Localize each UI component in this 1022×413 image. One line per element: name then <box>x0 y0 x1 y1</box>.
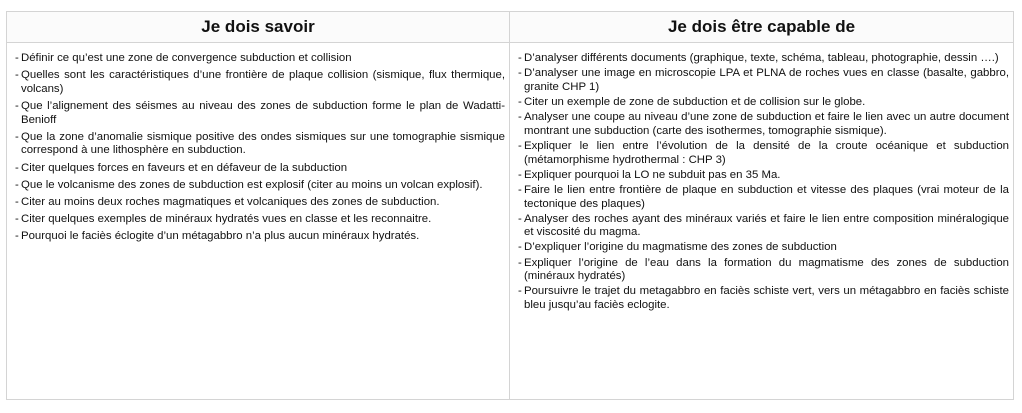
bullet-dash: - <box>15 213 19 226</box>
knowledge-item-text: Définir ce qu’est une zone de convergence subduction et collision <box>21 52 352 64</box>
skill-item-text: Citer un exemple de zone de subduction et de collision sur le globe. <box>524 95 866 108</box>
skill-item <box>518 213 1009 240</box>
skill-item-text: Poursuivre le trajet du metagabbro en faciès schiste vert, vers un métagabbro en faciès schiste bleu jusqu’au faciès eclogite. <box>524 285 1009 312</box>
knowledge-cell <box>7 43 510 399</box>
bullet-dash: - <box>518 183 522 196</box>
objectives-table <box>6 11 1014 400</box>
knowledge-item <box>15 100 505 127</box>
knowledge-item-text: Citer au moins deux roches magmatiques et volcaniques des zones de subduction. <box>21 195 440 208</box>
bullet-dash: - <box>15 178 19 191</box>
knowledge-list <box>15 52 505 244</box>
bullet-dash: - <box>15 161 19 174</box>
knowledge-item <box>15 52 505 66</box>
knowledge-item-text: Citer quelques forces en faveurs et en défaveur de la subduction <box>21 161 348 174</box>
skill-item-text: Analyser des roches ayant des minéraux variés et faire le lien entre composition minéralogique et viscosité du magma. <box>524 212 1009 239</box>
skill-item <box>518 169 1009 183</box>
column-header-je-dois-savoir: Je dois savoir <box>7 12 510 43</box>
skill-item <box>518 111 1009 138</box>
bullet-dash: - <box>518 256 522 269</box>
bullet-dash: - <box>518 139 522 152</box>
knowledge-item <box>15 196 505 210</box>
knowledge-item <box>15 179 505 193</box>
skill-item <box>518 67 1009 94</box>
bullet-dash: - <box>15 52 19 64</box>
knowledge-item-text: Que le volcanisme des zones de subduction est explosif (citer au moins un volcan explosif). <box>21 178 483 191</box>
skill-item-text: D’expliquer l’origine du magmatisme des zones de subduction <box>524 241 837 254</box>
knowledge-item <box>15 230 505 244</box>
knowledge-item-text: Quelles sont les caractéristiques d’une frontière de plaque collision (sismique, flux thermique, volcans) <box>21 69 505 95</box>
skill-item-text: Analyser une coupe au niveau d’une zone de subduction et faire le lien avec un autre document montrant une subduction (carte des isothermes, tomographie sismique). <box>524 111 1009 137</box>
skill-item <box>518 52 1009 66</box>
bullet-dash: - <box>518 95 522 108</box>
knowledge-item-text: Citer quelques exemples de minéraux hydratés vues en classe et les reconnaitre. <box>21 213 432 226</box>
skill-item-text: Expliquer l’origine de l’eau dans la formation du magmatisme des zones de subduction (minéraux hydratés) <box>524 256 1009 283</box>
skills-list <box>518 52 1009 313</box>
bullet-dash: - <box>518 52 522 64</box>
skill-item <box>518 285 1009 312</box>
skill-item <box>518 257 1009 284</box>
skill-item-text: D’analyser une image en microscopie LPA et PLNA de roches vues en classe (basalte, gabbro, granite CHP 1) <box>524 67 1009 93</box>
skill-item <box>518 140 1009 167</box>
knowledge-item <box>15 69 505 96</box>
bullet-dash: - <box>518 67 522 80</box>
knowledge-item-text: Que la zone d’anomalie sismique positive des ondes sismiques sur une tomographie sismique correspond à une lithosphère en subduction. <box>21 130 505 157</box>
bullet-dash: - <box>15 195 19 208</box>
column-header-je-dois-etre-capable-de: Je dois être capable de <box>510 12 1013 43</box>
knowledge-item-text: Que l’alignement des séismes au niveau des zones de subduction forme le plan de Wadatti-Benioff <box>21 99 505 126</box>
skill-item <box>518 184 1009 211</box>
bullet-dash: - <box>15 69 19 82</box>
knowledge-item <box>15 162 505 176</box>
skill-item <box>518 241 1009 255</box>
skill-item-text: Expliquer pourquoi la LO ne subduit pas en 35 Ma. <box>524 168 781 181</box>
bullet-dash: - <box>15 99 19 112</box>
knowledge-item-text: Pourquoi le faciès éclogite d’un métagabbro n’a plus aucun minéraux hydratés. <box>21 230 420 243</box>
bullet-dash: - <box>518 241 522 254</box>
bullet-dash: - <box>518 111 522 124</box>
bullet-dash: - <box>518 285 522 298</box>
skill-item-text: Expliquer le lien entre l’évolution de la densité de la croute océanique et subduction (métamorphisme hydrothermal : CHP 3) <box>524 139 1009 166</box>
bullet-dash: - <box>15 230 19 243</box>
skill-item-text: Faire le lien entre frontière de plaque en subduction et vitesse des plaques (vrai moteur de la tectonique des plaques) <box>524 183 1009 210</box>
skill-item-text: D’analyser différents documents (graphique, texte, schéma, tableau, photographie, dessin ….) <box>524 52 999 64</box>
skill-item <box>518 96 1009 110</box>
bullet-dash: - <box>518 168 522 181</box>
bullet-dash: - <box>15 130 19 143</box>
knowledge-item <box>15 213 505 227</box>
knowledge-item <box>15 131 505 158</box>
bullet-dash: - <box>518 212 522 225</box>
skills-cell <box>510 43 1013 399</box>
